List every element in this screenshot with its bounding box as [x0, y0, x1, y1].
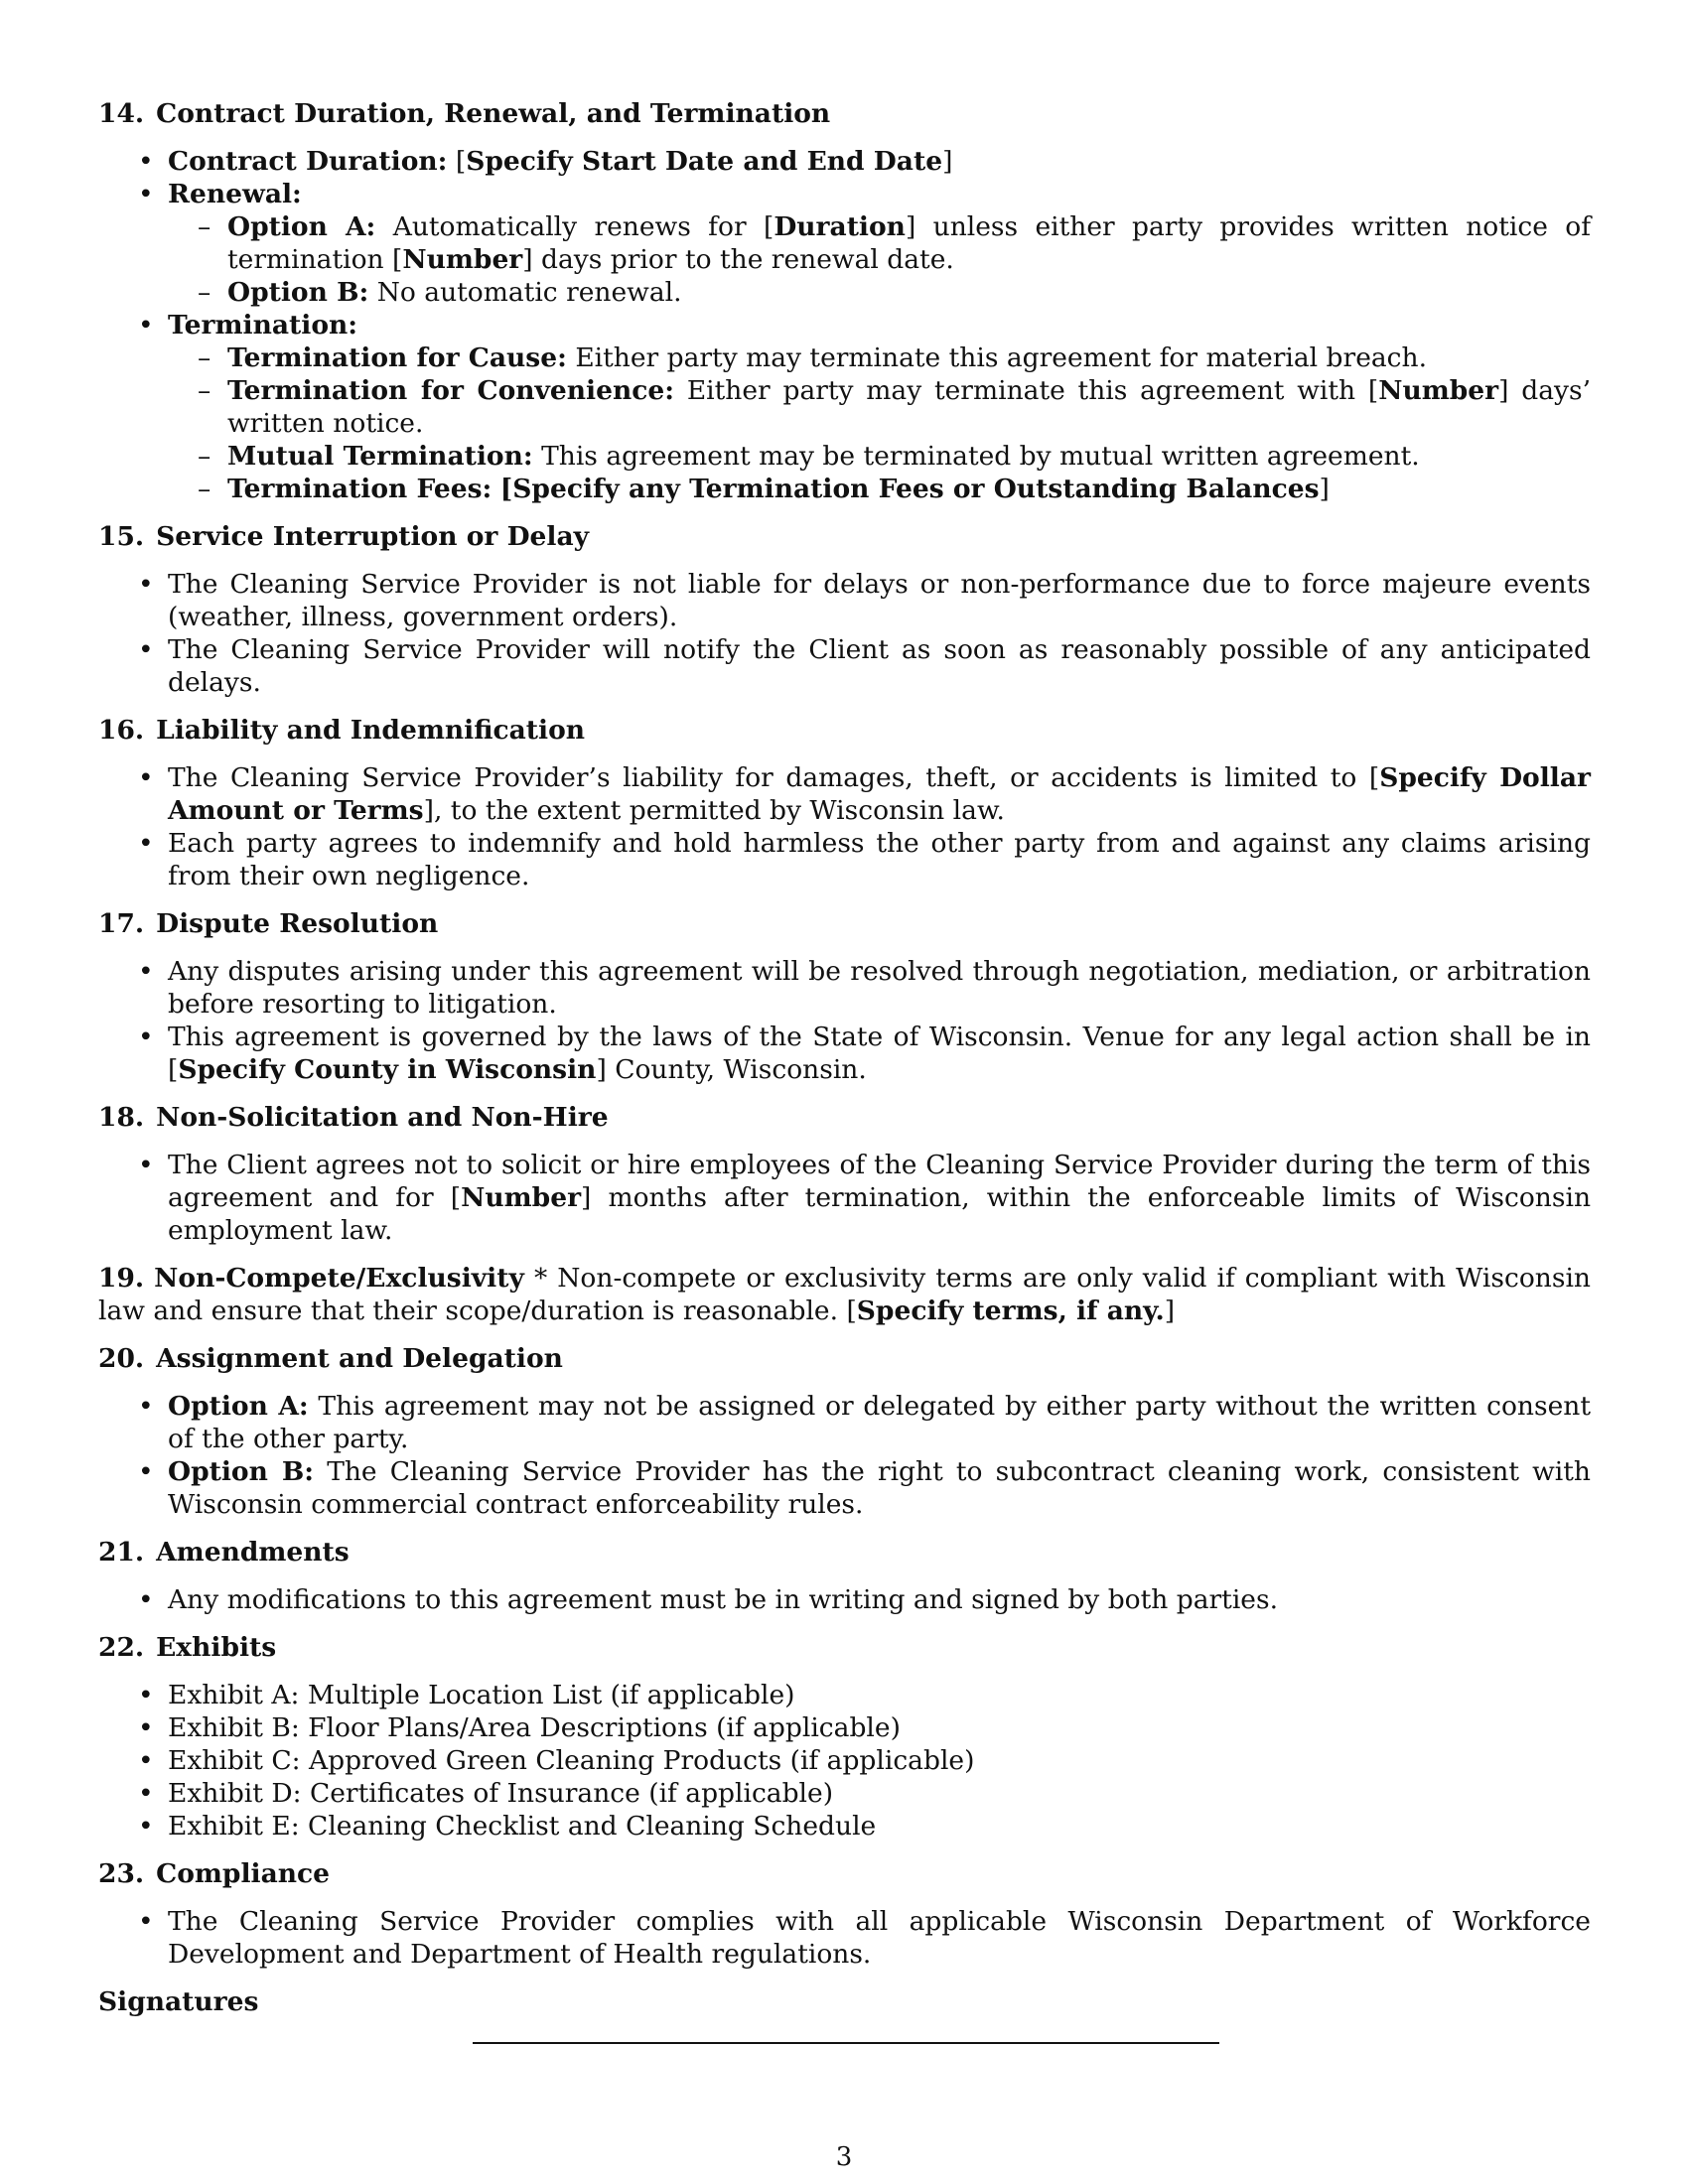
- bullet-list: [98, 1583, 1591, 1616]
- list-item: • Exhibit B: Floor Plans/Area Descriptions (if applicable): [98, 1711, 1591, 1744]
- section-heading: 18. Non-Solicitation and Non-Hire: [98, 1102, 609, 1133]
- list-item: • Option A: This agreement may not be assigned or delegated by either party without the written consent of the other party.: [98, 1390, 1591, 1455]
- section-title: Dispute Resolution: [156, 908, 439, 939]
- bullet-list: [98, 568, 1591, 699]
- list-item: • Exhibit C: Approved Green Cleaning Products (if applicable): [98, 1744, 1591, 1777]
- section-title: Contract Duration, Renewal, and Termination: [156, 98, 831, 129]
- section-heading: 17. Dispute Resolution: [98, 908, 439, 939]
- sub-list: [168, 210, 1591, 309]
- bullet-list: [98, 761, 1591, 892]
- section-title: Amendments: [156, 1537, 350, 1568]
- list-item: • This agreement is governed by the laws of the State of Wisconsin. Venue for any legal action shall be in [Specify County in Wisconsin] County, Wisconsin.: [98, 1021, 1591, 1086]
- bullet-list: [98, 1390, 1591, 1521]
- list-item: • Termination: – Termination for Cause: Either party may terminate this agreement for material breach. – Termination for Convenience: Either party may terminate this agreement with [Number] days’ written notice. – Mutual Termination: This agreement may be terminated by mutual written agreement. – Termination Fees: [Specify any Termination Fees or Outstanding Balances]: [98, 309, 1591, 505]
- section-22: [98, 1631, 1591, 1843]
- section-heading: 14. Contract Duration, Renewal, and Termination: [98, 98, 831, 129]
- bullet-list: [98, 1905, 1591, 1971]
- sub-list-item: – Termination for Convenience: Either party may terminate this agreement with [Number] days’ written notice.: [168, 374, 1591, 440]
- section-heading: 21. Amendments: [98, 1537, 350, 1568]
- placeholder-field: Number: [461, 1182, 582, 1213]
- section-heading: 15. Service Interruption or Delay: [98, 521, 590, 552]
- bullet-list: [98, 1149, 1591, 1247]
- page-number: 3: [835, 2142, 853, 2172]
- list-item: • The Client agrees not to solicit or hire employees of the Cleaning Service Provider during the term of this agreement and for [Number] months after termination, within the enforceable limits of Wisconsin employment law.: [98, 1149, 1591, 1247]
- section-17: [98, 907, 1591, 1086]
- section-15: [98, 520, 1591, 699]
- section-14: [98, 97, 1591, 505]
- section-21: [98, 1536, 1591, 1616]
- section-16: [98, 714, 1591, 892]
- sub-list-item: – Option A: Automatically renews for [Duration] unless either party provides written notice of termination [Number] days prior to the renewal date.: [168, 210, 1591, 276]
- placeholder-field: Specify any Termination Fees or Outstanding Balances: [512, 474, 1320, 504]
- list-item: • Exhibit D: Certificates of Insurance (if applicable): [98, 1777, 1591, 1810]
- section-20: [98, 1342, 1591, 1521]
- placeholder-field: Specify terms, if any.: [856, 1296, 1165, 1326]
- placeholder-field: Number: [1378, 375, 1499, 406]
- list-item: • The Cleaning Service Provider’s liability for damages, theft, or accidents is limited to [Specify Dollar Amount or Terms], to the extent permitted by Wisconsin law.: [98, 761, 1591, 827]
- placeholder-field: Specify Dollar Amount or Terms: [168, 762, 1591, 826]
- sub-list-item: – Termination for Cause: Either party may terminate this agreement for material breach.: [168, 341, 1591, 374]
- document-body: [98, 97, 1591, 2018]
- placeholder-field: Specify Start Date and End Date: [466, 146, 943, 177]
- sub-list-item: – Termination Fees: [Specify any Termination Fees or Outstanding Balances]: [168, 473, 1591, 505]
- section-heading: 20. Assignment and Delegation: [98, 1343, 563, 1374]
- section-heading: 22. Exhibits: [98, 1632, 277, 1663]
- list-item: • Any disputes arising under this agreement will be resolved through negotiation, mediation, or arbitration before resorting to litigation.: [98, 955, 1591, 1021]
- section-title: Non-Solicitation and Non-Hire: [156, 1102, 609, 1133]
- list-item: • Renewal: – Option A: Automatically renews for [Duration] unless either party provides written notice of termination [Number] days prior to the renewal date. – Option B: No automatic renewal.: [98, 178, 1591, 309]
- list-item: • The Cleaning Service Provider complies with all applicable Wisconsin Department of Workforce Development and Department of Health regulations.: [98, 1905, 1591, 1971]
- bullet-list: [98, 955, 1591, 1086]
- bullet-list: [98, 1679, 1591, 1843]
- section-title: Exhibits: [156, 1632, 277, 1663]
- sub-list-item: – Option B: No automatic renewal.: [168, 276, 1591, 309]
- section-23: [98, 1857, 1591, 1971]
- bullet-list: [98, 145, 1591, 505]
- signature-line: [473, 2042, 1219, 2044]
- sub-list: [168, 341, 1591, 505]
- section-title: Service Interruption or Delay: [156, 521, 590, 552]
- placeholder-field: Duration: [774, 211, 906, 242]
- list-item: • The Cleaning Service Provider is not liable for delays or non-performance due to force majeure events (weather, illness, government orders).: [98, 568, 1591, 633]
- section-heading: 23. Compliance: [98, 1858, 331, 1889]
- list-item: • Exhibit A: Multiple Location List (if applicable): [98, 1679, 1591, 1711]
- list-item: • Option B: The Cleaning Service Provider has the right to subcontract cleaning work, consistent with Wisconsin commercial contract enforceability rules.: [98, 1455, 1591, 1521]
- list-item: • Each party agrees to indemnify and hold harmless the other party from and against any claims arising from their own negligence.: [98, 827, 1591, 892]
- section-title: Liability and Indemnification: [156, 715, 586, 746]
- section-heading: 16. Liability and Indemnification: [98, 715, 586, 746]
- section-19: [98, 1262, 1591, 1327]
- section-title: Compliance: [156, 1858, 331, 1889]
- placeholder-field: Specify County in Wisconsin: [178, 1054, 597, 1085]
- sub-list-item: – Mutual Termination: This agreement may be terminated by mutual written agreement.: [168, 440, 1591, 473]
- list-item: • Any modifications to this agreement must be in writing and signed by both parties.: [98, 1583, 1591, 1616]
- section-18: [98, 1101, 1591, 1247]
- placeholder-field: Number: [402, 244, 523, 275]
- section-title: Assignment and Delegation: [156, 1343, 563, 1374]
- list-item: • Contract Duration: [Specify Start Date and End Date]: [98, 145, 1591, 178]
- section-paragraph: 19. Non-Compete/Exclusivity * Non-compete or exclusivity terms are only valid if compliant with Wisconsin law and ensure that their scope/duration is reasonable. [Specify terms, if any.]: [98, 1263, 1591, 1326]
- list-item: • Exhibit E: Cleaning Checklist and Cleaning Schedule: [98, 1810, 1591, 1843]
- section-title: Non-Compete/Exclusivity: [154, 1263, 524, 1294]
- signatures-heading: Signatures: [98, 1986, 259, 2017]
- list-item: • The Cleaning Service Provider will notify the Client as soon as reasonably possible of any anticipated delays.: [98, 633, 1591, 699]
